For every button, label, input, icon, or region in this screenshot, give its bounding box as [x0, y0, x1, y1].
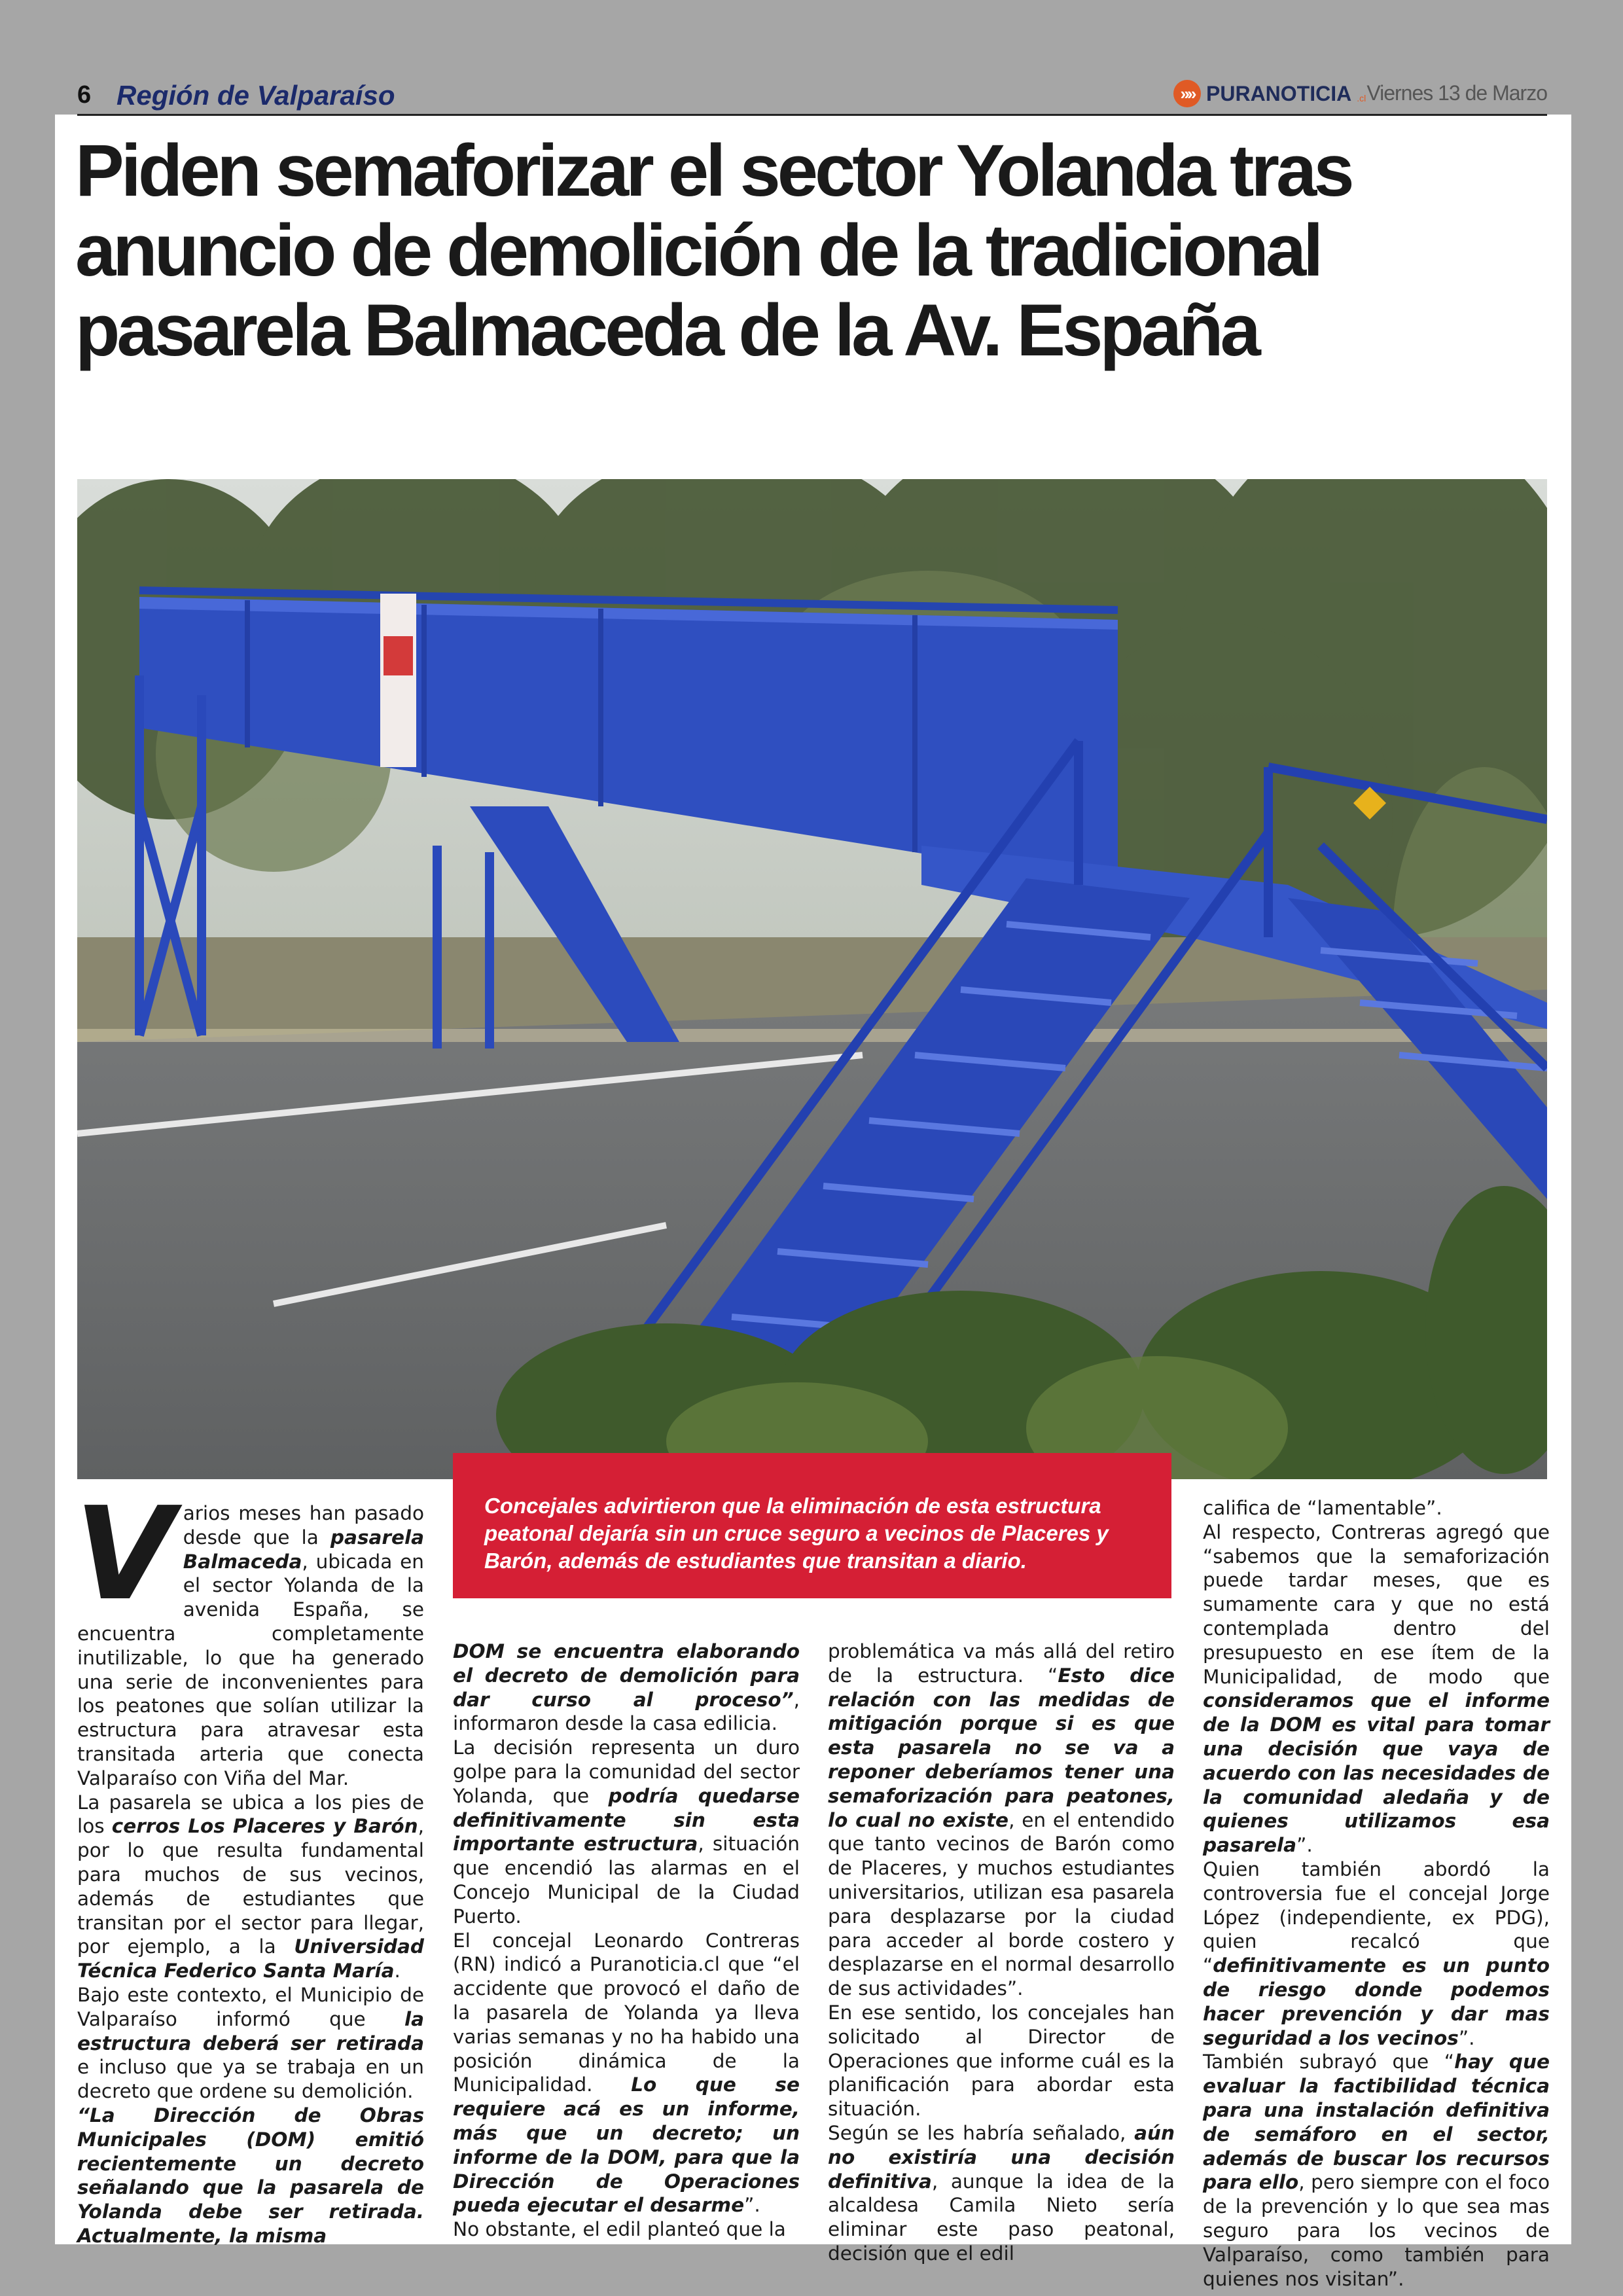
brand-name: PURANOTICIA — [1206, 81, 1352, 105]
paragraph: En ese sentido, los concejales han solicitado al Director de Operaciones que informe cuál es la planificación para abordar esta situación. — [828, 2001, 1175, 2121]
paragraph: “La Dirección de Obras Municipales (DOM) emitió recientemente un decreto señalando que la pasarela de Yolanda debe ser retirada. Actualmente, la misma — [77, 2104, 424, 2247]
paragraph: Varios meses han pasado desde que la pasarela Balmaceda, ubicada en el sector Yolanda de la avenida España, se encuentra completamente inutilizable, lo que ha generado una serie de inconvenientes para los peatones que solían utilizar la estructura para atravesar esta transitada arteria que conecta Valparaíso con Viña del Mar. — [75, 1480, 424, 1789]
paragraph: Según se les habría señalado, aún no existiría una decisión definitiva, aunque la idea de la alcaldesa Camila Nieto sería eliminar este paso peatonal, decisión que el edil — [828, 2121, 1175, 2265]
paragraph: Quien también abordó la controversia fue el concejal Jorge López (independiente, ex PDG), quien recalcó que “definitivamente es un punto de riesgo donde podemos hacer prevención y dar mas seguridad a los vecinos”. — [1203, 1857, 1550, 2049]
brand-tld: .cl — [1357, 93, 1366, 103]
paragraph: El concejal Leonardo Contreras (RN) indicó a Puranoticia.cl que “el accidente que provocó el daño de la pasarela de Yolanda ya lleva varias semanas y no ha habido una posición dinámica de la Municipalidad. Lo que se requiere acá es un informe, más que un decreto; un informe de la DOM, para que la Dirección de Operaciones pueda ejecutar el desarme”. — [453, 1929, 800, 2217]
paragraph: También subrayó que “hay que evaluar la factibilidad técnica para una instalación definitiva de semáforo en el sector, además de buscar los recursos para ello, pero siempre con el foco de la prevención y lo que sea mas seguro para los vecinos de Valparaíso, como también para quienes nos visitan”. — [1203, 2051, 1550, 2290]
drop-cap: V — [75, 1480, 174, 1629]
headline: Piden semaforizar el sector Yolanda tras anuncio de demolición de la tradicional pasarela Balmaceda de la Av. España — [75, 130, 1351, 371]
brand-logo — [1173, 79, 1366, 109]
pull-quote — [453, 1453, 1171, 1598]
page-number: 6 — [77, 81, 92, 109]
page-header — [77, 77, 1547, 116]
paragraph: DOM se encuentra elaborando el decreto de demolición para dar curso al proceso”, informaron desde la casa edilicia. — [453, 1640, 800, 1735]
paragraph: Bajo este contexto, el Municipio de Valparaíso informó que la estructura deberá ser retirada e incluso que ya se trabaja en un decreto que ordene su demolición. — [77, 1983, 424, 2103]
paragraph: problemática va más allá del retiro de la estructura. “Esto dice relación con las medidas de mitigación porque si es que esta pasarela no se va a reponer deberíamos tener una semaforización para peatones, lo cual no existe, en el entendido que tanto vecinos de Barón como de Placeres, y muchos estudiantes universitarios, utilizan esa pasarela para desplazarse por la ciudad para acceder al borde costero y desplazarse en el normal desarrollo de sus actividades”. — [828, 1640, 1175, 2000]
section-title: Región de Valparaíso — [116, 80, 395, 111]
paragraph: La pasarela se ubica a los pies de los cerros Los Placeres y Barón, por lo que resulta fundamental para muchos de sus vecinos, además de estudiantes que transitan por el sector para llegar, por ejemplo, a la Universidad Técnica Federico Santa María. — [77, 1791, 425, 1982]
article-column-2 — [453, 1640, 800, 2242]
issue-date: Viernes 13 de Marzo — [1366, 81, 1547, 105]
paragraph: La decisión representa un duro golpe para la comunidad del sector Yolanda, que podría quedarse definitivamente sin esta importante estructura, situación que encendió las alarmas en el Concejo Municipal de la Ciudad Puerto. — [453, 1736, 800, 1928]
paragraph: No obstante, el edil planteó que la — [453, 2218, 786, 2241]
paragraph: Al respecto, Contreras agregó que “sabemos que la semaforización puede tardar meses, que es sumamente cara y que no está contemplada dentro del presupuesto en ese ítem de la Municipalidad, de modo que consideramos que el informe de la DOM es vital para tomar una decisión que vaya de acuerdo con las necesidades de la comunidad aledaña y de quienes utilizamos esa pasarela”. — [1203, 1520, 1550, 1857]
article-column-1 — [75, 1480, 425, 2248]
pull-quote-text: Concejales advirtieron que la eliminación de esta estructura peatonal dejaría sin un cruce seguro a vecinos de Placeres y Barón, además de estudiantes que transitan a diario. — [484, 1494, 1109, 1573]
article-photo — [77, 479, 1547, 1479]
article-column-3 — [828, 1640, 1175, 2266]
paragraph: califica de “lamentable”. — [1203, 1497, 1442, 1519]
article-column-4 — [1203, 1496, 1550, 2291]
brand-mark-icon: »» — [1173, 80, 1201, 107]
pedestrian-bridge-photo — [77, 479, 1547, 1479]
